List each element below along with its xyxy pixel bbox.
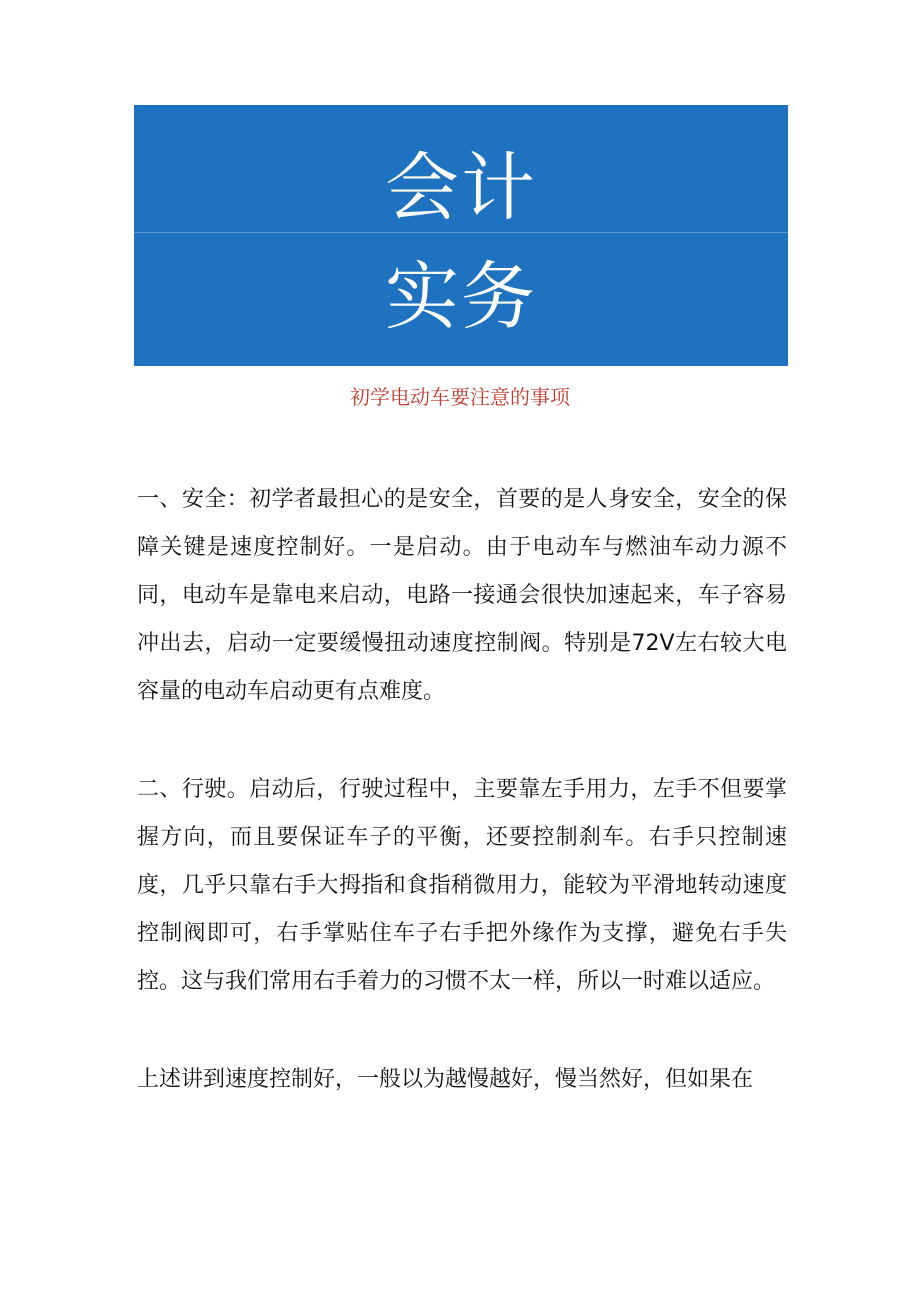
document-subtitle: 初学电动车要注意的事项: [350, 385, 570, 409]
paragraph-driving: 二、行驶。启动后，行驶过程中，主要靠左手用力，左手不但要掌握方向，而且要保证车子的平衡，还要控制刹车。右手只控制速度，几乎只靠右手大拇指和食指稍微用力，能较为平滑地转动速度控制阀即可，右手掌贴住车子右手把外缘作为支撑，避免右手失控。这与我们常用右手着力的习惯不太一样，所以一时难以适应。: [137, 777, 787, 994]
title-banner: [134, 105, 788, 366]
banner-title-line-2: 实务: [385, 254, 537, 340]
document-body: [137, 476, 787, 1104]
paragraph-speed-control: 上述讲到速度控制好，一般以为越慢越好，慢当然好，但如果在: [137, 1067, 754, 1092]
paragraph-safety: 一、安全：初学者最担心的是安全，首要的是人身安全，安全的保障关键是速度控制好。一是启动。由于电动车与燃油车动力源不同，电动车是靠电来启动，电路一接通会很快加速起来，车子容易冲出去，启动一定要缓慢扭动速度控制阀。特别是72V左右较大电容量的电动车启动更有点难度。: [137, 487, 787, 704]
banner-title-line-1: 会计: [385, 145, 537, 231]
banner-divider: [134, 232, 788, 233]
